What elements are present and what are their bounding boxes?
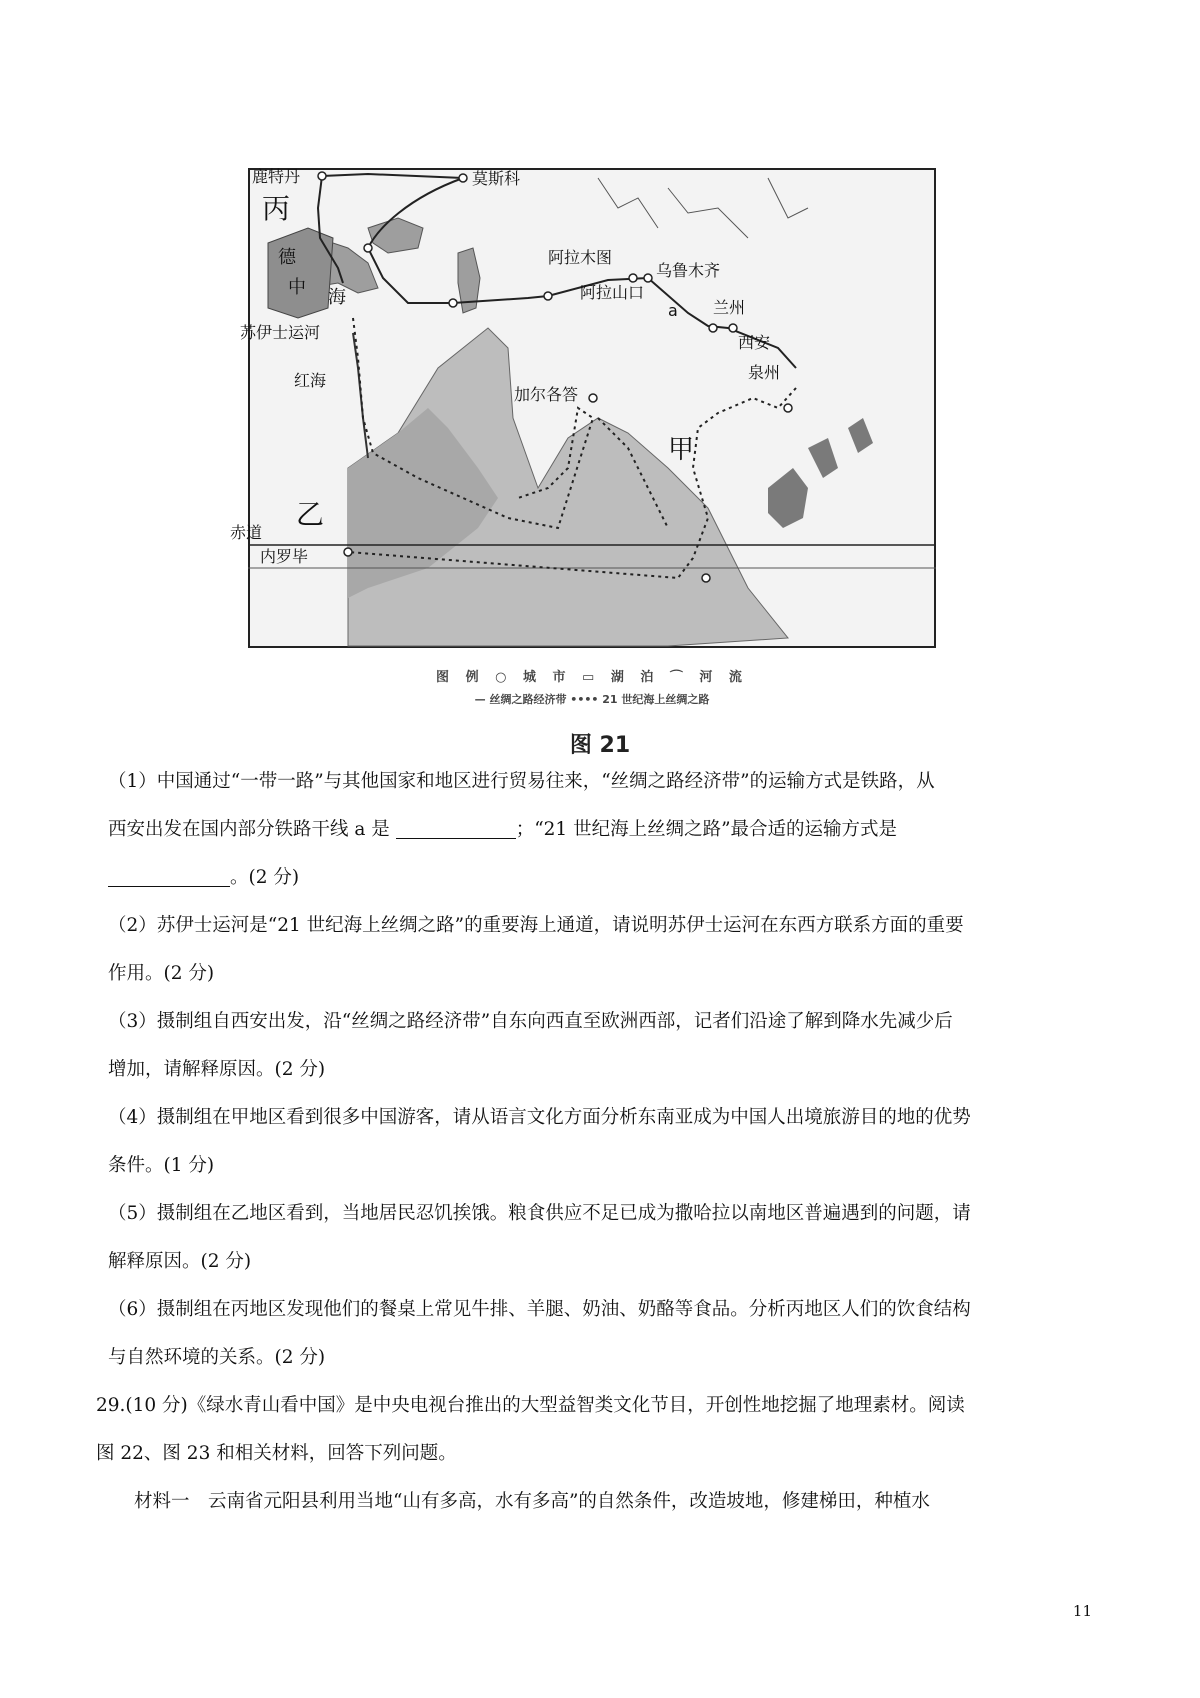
material-1: 材料一 云南省元阳县利用当地“山有多高，水有多高”的自然条件，改造坡地，修建梯田，种植水 <box>134 1491 930 1512</box>
question-1 <box>108 758 1093 902</box>
city-marker <box>459 174 467 182</box>
question-5 <box>108 1190 1093 1286</box>
question-5-line-2: 解释原因。(2 分) <box>108 1251 252 1272</box>
label-xian: 西安 <box>738 333 771 352</box>
city-marker <box>709 324 717 332</box>
label-moscow: 莫斯科 <box>472 169 521 188</box>
question-4-line-2: 条件。(1 分) <box>108 1155 215 1176</box>
question-2 <box>108 902 1093 998</box>
question-3-line-2: 增加，请解释原因。(2 分) <box>108 1059 326 1080</box>
legend-row-routes: — 丝绸之路经济带 •••• 21 世纪海上丝绸之路 <box>474 693 710 706</box>
city-marker <box>784 404 792 412</box>
city-marker <box>344 548 352 556</box>
legend-row-symbols: 图 例 ○ 城 市 ▭ 湖 泊 ⌒ 河 流 <box>436 670 748 685</box>
city-marker <box>318 172 326 180</box>
question-5-line-1: （5）摄制组在乙地区看到，当地居民忍饥挨饿。粮食供应不足已成为撒哈拉以南地区普遍遇到的问题，请 <box>108 1203 971 1224</box>
city-marker <box>589 394 597 402</box>
label-de: 德 <box>278 247 296 268</box>
label-red-sea: 红海 <box>294 371 327 390</box>
question-6-line-1: （6）摄制组在丙地区发现他们的餐桌上常见牛排、羊腿、奶油、奶酪等食品。分析丙地区人们的饮食结构 <box>108 1299 971 1320</box>
question-6 <box>108 1286 1093 1382</box>
city-marker <box>702 574 710 582</box>
question-29-line-2: 图 22、图 23 和相关材料，回答下列问题。 <box>96 1443 457 1464</box>
question-6-line-2: 与自然环境的关系。(2 分) <box>108 1347 326 1368</box>
label-urumqi: 乌鲁木齐 <box>656 261 721 280</box>
question-2-line-1: （2）苏伊士运河是“21 世纪海上丝绸之路”的重要海上通道，请说明苏伊士运河在东西方联系方面的重要 <box>108 915 964 936</box>
city-marker <box>729 324 737 332</box>
label-nairobi: 内罗毕 <box>260 547 309 566</box>
label-hai: 海 <box>328 287 346 308</box>
city-marker <box>629 274 637 282</box>
label-suez: 苏伊士运河 <box>240 323 321 342</box>
question-4 <box>108 1094 1093 1190</box>
map-figure <box>230 167 936 706</box>
question-1-line-1: （1）中国通过“一带一路”与其他国家和地区进行贸易往来，“丝绸之路经济带”的运输方式是铁路，从 <box>108 771 935 792</box>
label-almaty: 阿拉木图 <box>548 248 613 267</box>
city-marker <box>449 299 457 307</box>
answer-blank-a[interactable] <box>396 816 516 839</box>
label-yi: 乙 <box>296 498 325 531</box>
label-line-a: a <box>668 301 678 320</box>
question-3 <box>108 998 1093 1094</box>
city-marker <box>364 244 372 252</box>
label-quanzhou: 泉州 <box>748 363 781 382</box>
label-jia: 甲 <box>668 435 695 465</box>
question-29-line-1: 29.(10 分)《绿水青山看中国》是中央电视台推出的大型益智类文化节目，开创性地挖掘了地理素材。阅读 <box>96 1395 965 1416</box>
city-marker <box>544 292 552 300</box>
answer-blank-transport[interactable] <box>108 864 230 887</box>
label-kolkata: 加尔各答 <box>514 385 579 404</box>
question-1-score: 。(2 分) <box>230 867 300 888</box>
question-3-line-1: （3）摄制组自西安出发，沿“丝绸之路经济带”自东向西直至欧洲西部，记者们沿途了解到降水先减少后 <box>108 1011 953 1032</box>
label-alashankou: 阿拉山口 <box>580 283 645 302</box>
page-number: 11 <box>1072 1602 1092 1620</box>
label-bing: 丙 <box>262 192 291 225</box>
question-1-text-2: ；“21 世纪海上丝绸之路”最合适的运输方式是 <box>515 819 898 840</box>
label-zhong: 中 <box>288 277 306 298</box>
city-marker <box>644 274 652 282</box>
question-1-text: 西安出发在国内部分铁路干线 a 是 <box>108 819 390 840</box>
map-legend <box>248 666 936 707</box>
label-rotterdam: 鹿特丹 <box>252 167 301 186</box>
label-equator: 赤道 <box>230 523 263 542</box>
question-4-line-1: （4）摄制组在甲地区看到很多中国游客，请从语言文化方面分析东南亚成为中国人出境旅游目的地的优势 <box>108 1107 971 1128</box>
silk-road-map <box>230 167 936 648</box>
figure-caption: 图 21 <box>569 733 631 758</box>
question-1-line-2 <box>108 806 1093 854</box>
question-2-line-2: 作用。(2 分) <box>108 963 215 984</box>
question-1-line-3 <box>108 854 1093 902</box>
question-29 <box>96 1382 1081 1526</box>
label-lanzhou: 兰州 <box>713 298 746 317</box>
